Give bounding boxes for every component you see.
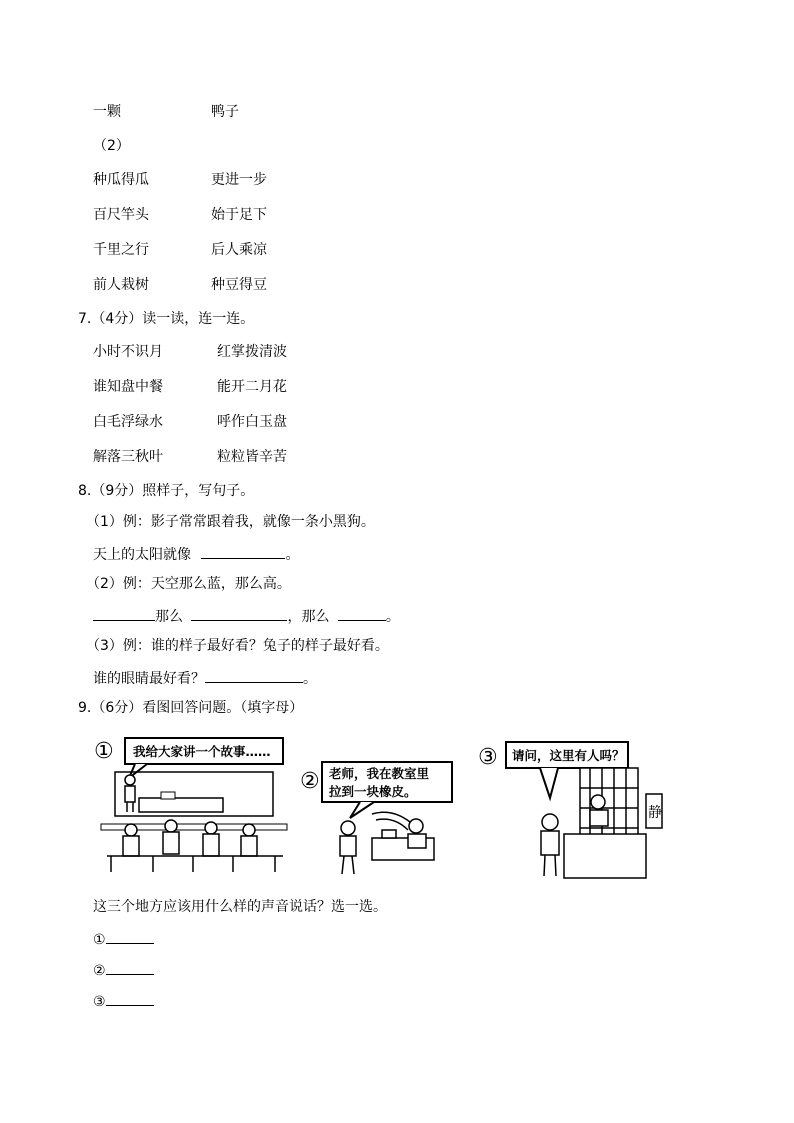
idiom-left: 千里之行 — [93, 242, 149, 258]
answer-blank-2c[interactable] — [338, 606, 386, 621]
q9-answer-1: ① — [93, 929, 154, 949]
poem-line-right: 能开二月花 — [217, 379, 287, 395]
panel-number: ② — [300, 769, 320, 794]
quiet-sign-text: 静 — [648, 805, 662, 821]
idiom-right: 更进一步 — [211, 172, 267, 188]
panel-number: ① — [94, 739, 114, 764]
q6-word-left: 一颗 — [93, 104, 121, 120]
idiom-right: 后人乘凉 — [211, 242, 267, 258]
q8-example-3: （3）例：谁的样子最好看？兔子的样子最好看。 — [86, 638, 389, 654]
q9-answer-3: ③ — [93, 991, 154, 1011]
idiom-left: 种瓜得瓜 — [93, 172, 149, 188]
idiom-left: 百尺竿头 — [93, 207, 149, 223]
answer-blank-9-3[interactable] — [106, 991, 154, 1006]
q8-prompt-3: 谁的眼睛最好看？ 。 — [93, 668, 317, 688]
speech-bubble-text: 老师，我在教室里 — [329, 766, 430, 781]
q6-word-right: 鸭子 — [211, 104, 239, 120]
picture-panel-3 — [478, 738, 668, 880]
answer-blank-2b[interactable] — [191, 606, 287, 621]
poem-line-right: 粒粒皆辛苦 — [217, 449, 287, 465]
q8-prompt-1: 天上的太阳就像 。 — [93, 544, 299, 564]
q6-part2-label: （2） — [93, 138, 130, 154]
picture-panel-1 — [93, 732, 293, 874]
q9-question: 这三个地方应该用什么样的声音说话？选一选。 — [93, 899, 387, 915]
poem-line-left: 谁知盘中餐 — [93, 379, 163, 395]
idiom-right: 始于足下 — [211, 207, 267, 223]
poem-line-right: 红掌拨清波 — [217, 344, 287, 360]
answer-blank-1[interactable] — [201, 544, 285, 559]
picture-panel-2 — [300, 760, 460, 878]
poem-line-left: 解落三秋叶 — [93, 449, 163, 465]
answer-blank-9-2[interactable] — [106, 960, 154, 975]
q9-title: 9.（6分）看图回答问题。（填字母） — [78, 700, 304, 716]
idiom-left: 前人栽树 — [93, 277, 149, 293]
q8-example-1: （1）例：影子常常跟着我，就像一条小黑狗。 — [86, 514, 375, 530]
answer-blank-3[interactable] — [205, 668, 303, 683]
speech-bubble-text: 拉到一块橡皮。 — [329, 784, 417, 799]
q8-example-2: （2）例：天空那么蓝，那么高。 — [86, 576, 291, 592]
q8-title: 8.（9分）照样子，写句子。 — [78, 483, 255, 499]
answer-blank-9-1[interactable] — [106, 929, 154, 944]
poem-line-right: 呼作白玉盘 — [217, 414, 287, 430]
panel-number: ③ — [478, 745, 498, 770]
q7-title: 7.（4分）读一读，连一连。 — [78, 311, 255, 327]
answer-blank-2a[interactable] — [93, 606, 155, 621]
speech-bubble-text: 我给大家讲一个故事…… — [133, 744, 271, 759]
q8-prompt-2: 那么 ，那么 。 — [93, 606, 400, 626]
poem-line-left: 白毛浮绿水 — [93, 414, 163, 430]
speech-bubble-text: 请问，这里有人吗？ — [512, 748, 625, 763]
idiom-right: 种豆得豆 — [211, 277, 267, 293]
q9-answer-2: ② — [93, 960, 154, 980]
poem-line-left: 小时不识月 — [93, 344, 163, 360]
